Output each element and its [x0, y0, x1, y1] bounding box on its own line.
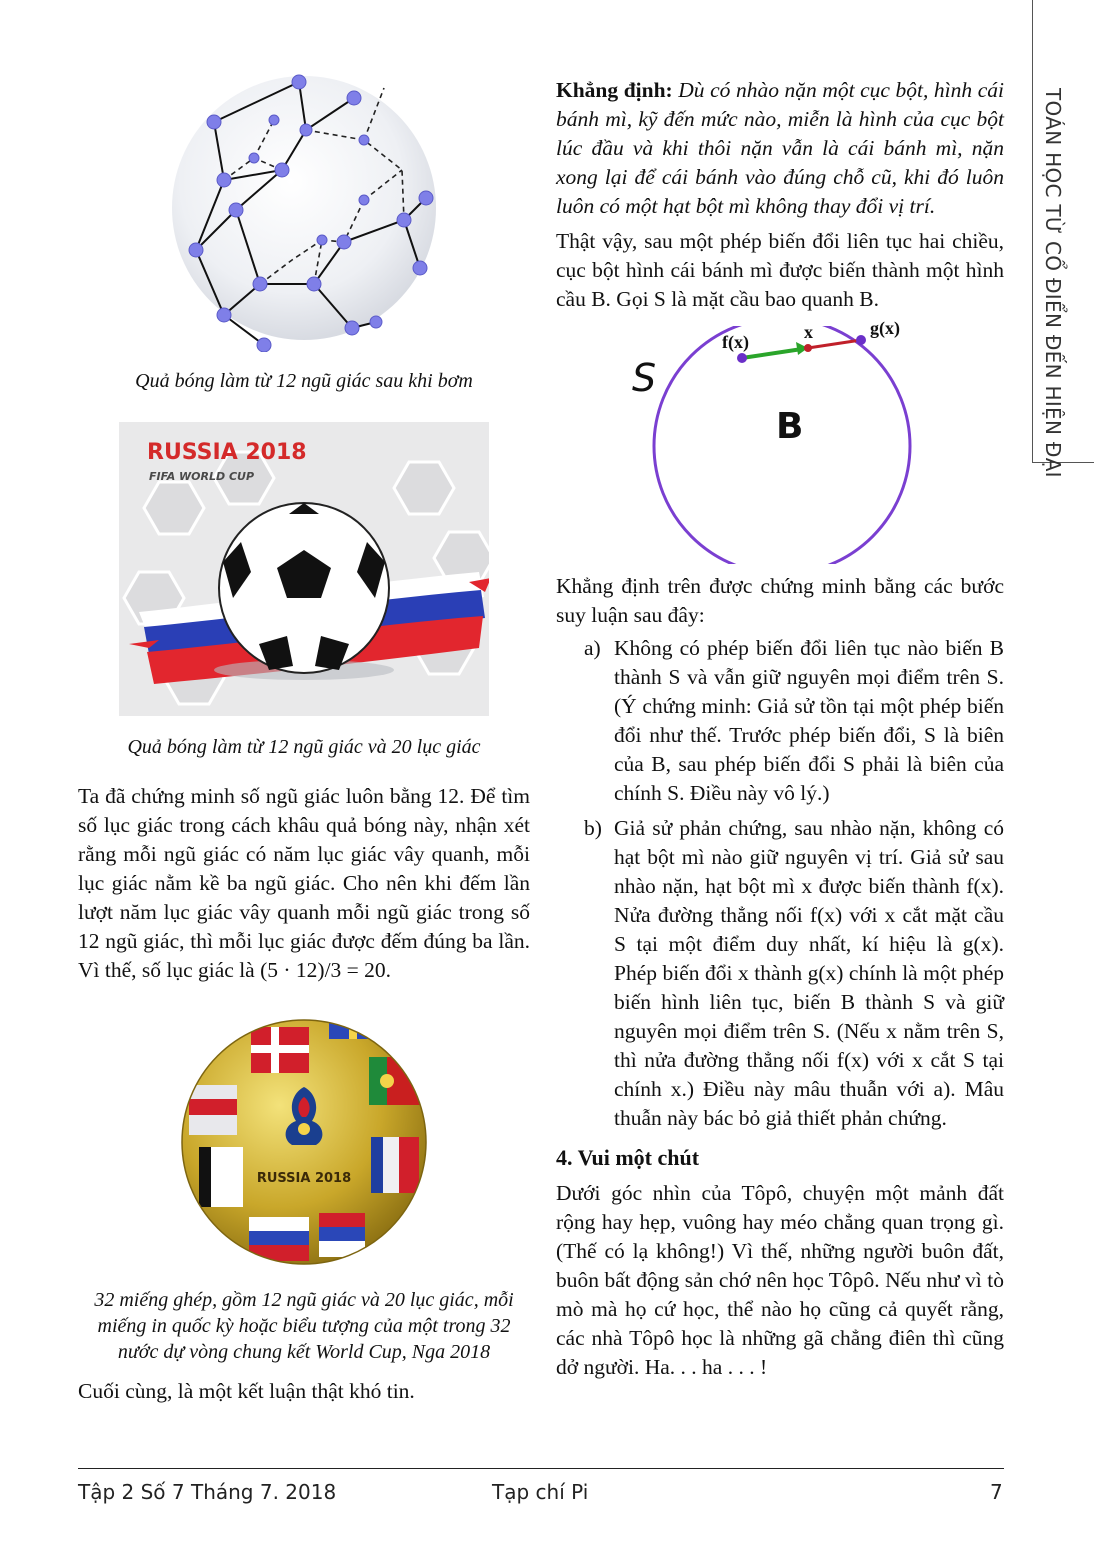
- step-marker: b): [584, 816, 602, 840]
- point-gx: [856, 335, 866, 345]
- step-text: Giả sử phản chứng, sau nhào nặn, không có hạt bột mì nào giữ nguyên vị trí. Giả sử sau nhào nặn, hạt bột mì x được biến thành f(x). Nửa đường thẳng nối f(x) với x cắt mặt cầu S tại một điểm duy nhất, kí hiệu là g(x). Phép biến đổi x thành g(x) chính là một phép biến hình liên tục, biến B thành S và giữ nguyên mọi điểm trên S. (Nếu x nằm trên S, thì nửa đường thẳng nối f(x) với x cắt S tại chính x.) Điều này mâu thuẫn với a). Mâu thuẫn này bác bỏ giả thiết phản chứng.: [614, 816, 1004, 1130]
- figure-caption-2: Quả bóng làm từ 12 ngũ giác và 20 lục giác: [127, 736, 481, 758]
- pentagon-ball-figure: [164, 70, 444, 352]
- step-text: Không có phép biến đổi liên tục nào biến B thành S và vẫn giữ nguyên mọi điểm trên S. (Ý chứng minh: Giả sử tồn tại một phép biến đổi như thế. Trước phép biến đổi, S là biên của B, sau phép biến đổi S phải là biên của chính S. Điều này vô lý.): [614, 636, 1004, 805]
- step-marker: a): [584, 636, 601, 660]
- figure-caption-1: Quả bóng làm từ 12 ngũ giác sau khi bơm: [135, 370, 473, 392]
- world-cup-poster-figure: [119, 422, 489, 716]
- proof-steps: [556, 634, 1004, 1133]
- claim-label: Khẳng định:: [556, 78, 673, 102]
- label-B: B: [776, 406, 804, 447]
- footer-page-number: 7: [990, 1480, 1003, 1504]
- left-paragraph-1: Ta đã chứng minh số ngũ giác luôn bằng 12. Để tìm số lục giác trong cách khâu quả bóng này, nhận xét rằng mỗi ngũ giác có năm lục giác vây quanh, mỗi lục giác nằm kề ba ngũ giác. Cho nên khi đếm lần lượt năm lục giác vây quanh mỗi ngũ giác trong số 12 ngũ giác, thì mỗi lục giác được đếm đúng ba lần. Vì thế, số lục giác là (5 · 12)/3 = 20.: [78, 784, 530, 982]
- poster-title: RUSSIA 2018: [147, 440, 307, 465]
- footer-journal: Tạp chí Pi: [492, 1480, 589, 1504]
- left-column: [78, 70, 530, 1406]
- point-x: [804, 344, 812, 352]
- section-heading: 4. Vui một chút: [556, 1145, 700, 1170]
- left-paragraph-2: Cuối cùng, là một kết luận thật khó tin.: [78, 1379, 415, 1403]
- proof-step: [556, 814, 1004, 1133]
- right-paragraph-1: Thật vậy, sau một phép biến đổi liên tục hai chiều, cục bột hình cái bánh mì được biến thành một hình cầu B. Gọi S là mặt cầu bao quanh B.: [556, 229, 1004, 311]
- proof-step: [556, 634, 1004, 808]
- claim-paragraph: [556, 76, 1004, 221]
- footer-issue: Tập 2 Số 7 Tháng 7. 2018: [78, 1480, 337, 1504]
- figure-caption-3: 32 miếng ghép, gồm 12 ngũ giác và 20 lục giác, mỗi miếng in quốc kỳ hoặc biểu tượng của một trong 32 nước dự vòng chung kết World Cup, Nga 2018: [94, 1289, 514, 1363]
- right-paragraph-3: Dưới góc nhìn của Tôpô, chuyện một mảnh đất rộng hay hẹp, vuông hay méo chẳng quan trọng gì. (Thế có lạ không!) Vì thế, những người buôn đất, buôn bất động sản chớ nên học Tôpô. Nếu như vì tò mò mà họ cứ học, thể nào họ cũng cả quyết rằng, các nhà Tôpô học là những gã chẳng điên thì cũng dở người. Ha. . . ha . . . !: [556, 1181, 1004, 1379]
- point-fx: [737, 353, 747, 363]
- label-fx: f(x): [722, 332, 749, 352]
- mapping-arrow: [742, 349, 802, 358]
- right-paragraph-2: Khẳng định trên được chứng minh bằng các bước suy luận sau đây:: [556, 574, 1004, 627]
- sphere-diagram: [556, 318, 1004, 564]
- right-column: [556, 76, 1004, 1382]
- poster-subtitle: FIFA WORLD CUP: [149, 470, 255, 483]
- footer-rule: [78, 1468, 1004, 1469]
- claim-text: Dù có nhào nặn một cục bột, hình cái bánh mì, kỹ đến mức nào, miễn là hình của cục bột lúc đầu và khi thôi nặn vẫn là cái bánh mì, nặn xong lại để cái bánh vào đúng chỗ cũ, khi đó luôn luôn có một hạt bột mì không thay đổi vị trí.: [556, 78, 1004, 218]
- side-section-title: TOÁN HỌC TỪ CỔ ĐIỂN ĐẾN HIỆN ĐẠI: [1041, 88, 1065, 478]
- label-S: S: [632, 356, 657, 400]
- ball-logo-text: RUSSIA 2018: [256, 1171, 352, 1186]
- label-x: x: [804, 322, 813, 342]
- label-gx: g(x): [870, 318, 900, 338]
- flags-ball-figure: [179, 1017, 429, 1267]
- poster-background: [119, 422, 489, 716]
- ray-segment: [808, 340, 861, 348]
- flags-ball-graphic: [179, 1017, 429, 1267]
